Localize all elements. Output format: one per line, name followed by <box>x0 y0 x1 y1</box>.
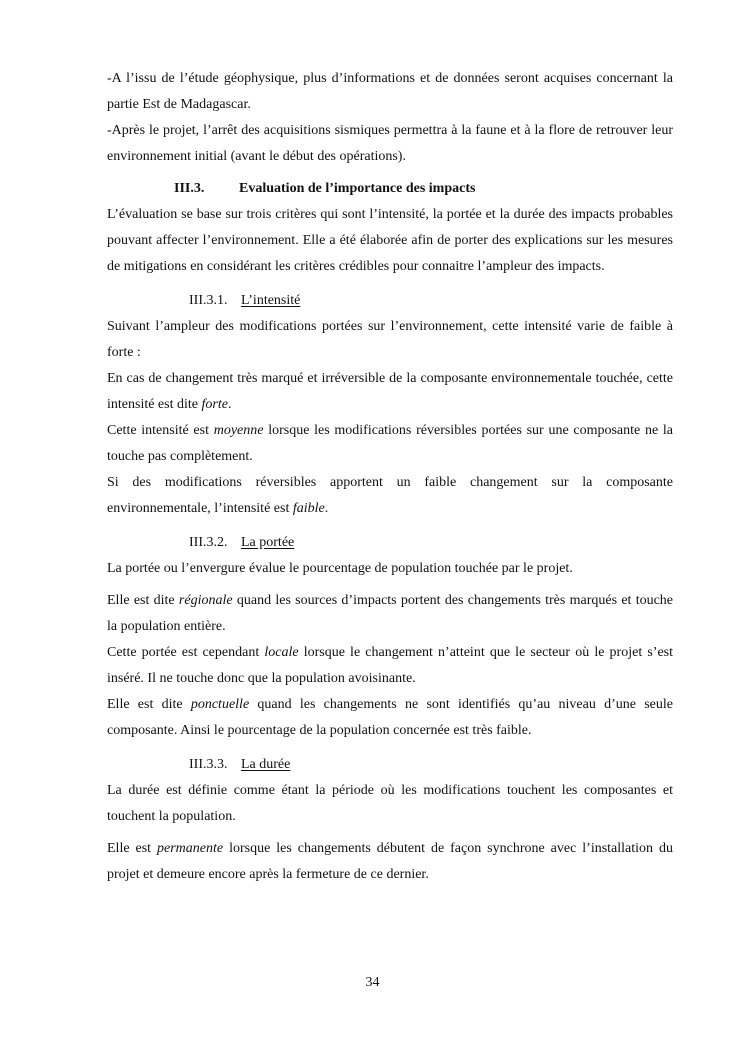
text-run: Elle est dite <box>107 593 179 608</box>
text-run: lorsque les changements débutent de façon synchrone avec l’installation du projet et demeure encore après la fermeture de ce dernier. <box>107 841 673 882</box>
paragraph-geophysics-outcome: -A l’issu de l’étude géophysique, plus d’informations et de données seront acquises concernant la partie Est de Madagascar. <box>107 71 673 112</box>
emphasis-term: forte <box>201 397 228 412</box>
text-run: . <box>227 397 232 412</box>
text-run: quand les changements ne sont identifiés qu’au niveau d’une seule composante. Ainsi le pourcentage de la population concernée est très faible. <box>107 697 673 738</box>
text-run: En cas de changement très marqué et irréversible de la composante environnementale touchée, cette intensité est dite <box>107 371 673 412</box>
emphasis-term: faible <box>292 501 325 516</box>
subsection-title: La portée <box>241 535 295 550</box>
emphasis-term: locale <box>264 645 299 660</box>
section-title: Evaluation de l’importance des impacts <box>239 181 476 196</box>
paragraph-intensity-intro: Suivant l’ampleur des modifications portées sur l’environnement, cette intensité varie de faible à forte : <box>107 319 673 360</box>
text-run: Elle est <box>107 841 158 856</box>
text-run: Cette portée est cependant <box>107 645 265 660</box>
paragraph-evaluation-criteria: L’évaluation se base sur trois critères qui sont l’intensité, la portée et la durée des impacts probables pouvant affecter l’environnement. Elle a été élaborée afin de porter des explications sur les mesures de mitigations en considérant les critères crédibles pour connaitre l’ampleur des impacts. <box>107 207 673 274</box>
paragraph-intensity-weak <box>107 470 673 522</box>
subsection-number: III.3.2. <box>189 535 228 550</box>
subsection-heading-scope <box>107 530 673 556</box>
subsection-heading-duration <box>107 752 673 778</box>
text-run: Elle est dite <box>107 697 191 712</box>
paragraph-intensity-strong <box>107 366 673 418</box>
subsection-title: L’intensité <box>241 293 301 308</box>
text-run: quand les sources d’impacts portent des changements très marqués et touche la population entière. <box>107 593 674 634</box>
subsection-title: La durée <box>241 757 291 772</box>
paragraph-scope-local <box>107 640 673 692</box>
paragraph-scope-regional <box>107 588 673 640</box>
page-content <box>107 66 673 888</box>
subsection-number: III.3.3. <box>189 757 228 772</box>
paragraph-scope-punctual <box>107 692 673 744</box>
section-heading <box>107 176 673 202</box>
text-run: . <box>324 501 329 516</box>
emphasis-term: ponctuelle <box>190 697 250 712</box>
subsection-heading-intensity <box>107 288 673 314</box>
section-number: III.3. <box>174 181 205 196</box>
text-run: Cette intensité est <box>107 423 214 438</box>
paragraph-duration-permanent <box>107 836 673 888</box>
emphasis-term: moyenne <box>213 423 264 438</box>
text-run: lorsque le changement n’atteint que le secteur où le projet s’est inséré. Il ne touche donc que la population avoisinante. <box>107 645 674 686</box>
text-run: lorsque les modifications réversibles portées sur une composante ne la touche pas complètement. <box>107 423 674 464</box>
page-number: 34 <box>365 975 380 990</box>
paragraph-after-project: -Après le projet, l’arrêt des acquisitions sismiques permettra à la faune et à la flore de retrouver leur environnement initial (avant le début des opérations). <box>107 123 673 164</box>
paragraph-duration-definition: La durée est définie comme étant la période où les modifications touchent les composantes et touchent la population. <box>107 783 673 824</box>
text-run: Si des modifications réversibles apportent un faible changement sur la composante environnementale, l’intensité est <box>107 475 673 516</box>
paragraph-scope-definition: La portée ou l’envergure évalue le pourcentage de population touchée par le projet. <box>107 561 573 576</box>
emphasis-term: régionale <box>178 593 233 608</box>
emphasis-term: permanente <box>157 841 224 856</box>
subsection-number: III.3.1. <box>189 293 228 308</box>
paragraph-intensity-medium <box>107 418 673 470</box>
